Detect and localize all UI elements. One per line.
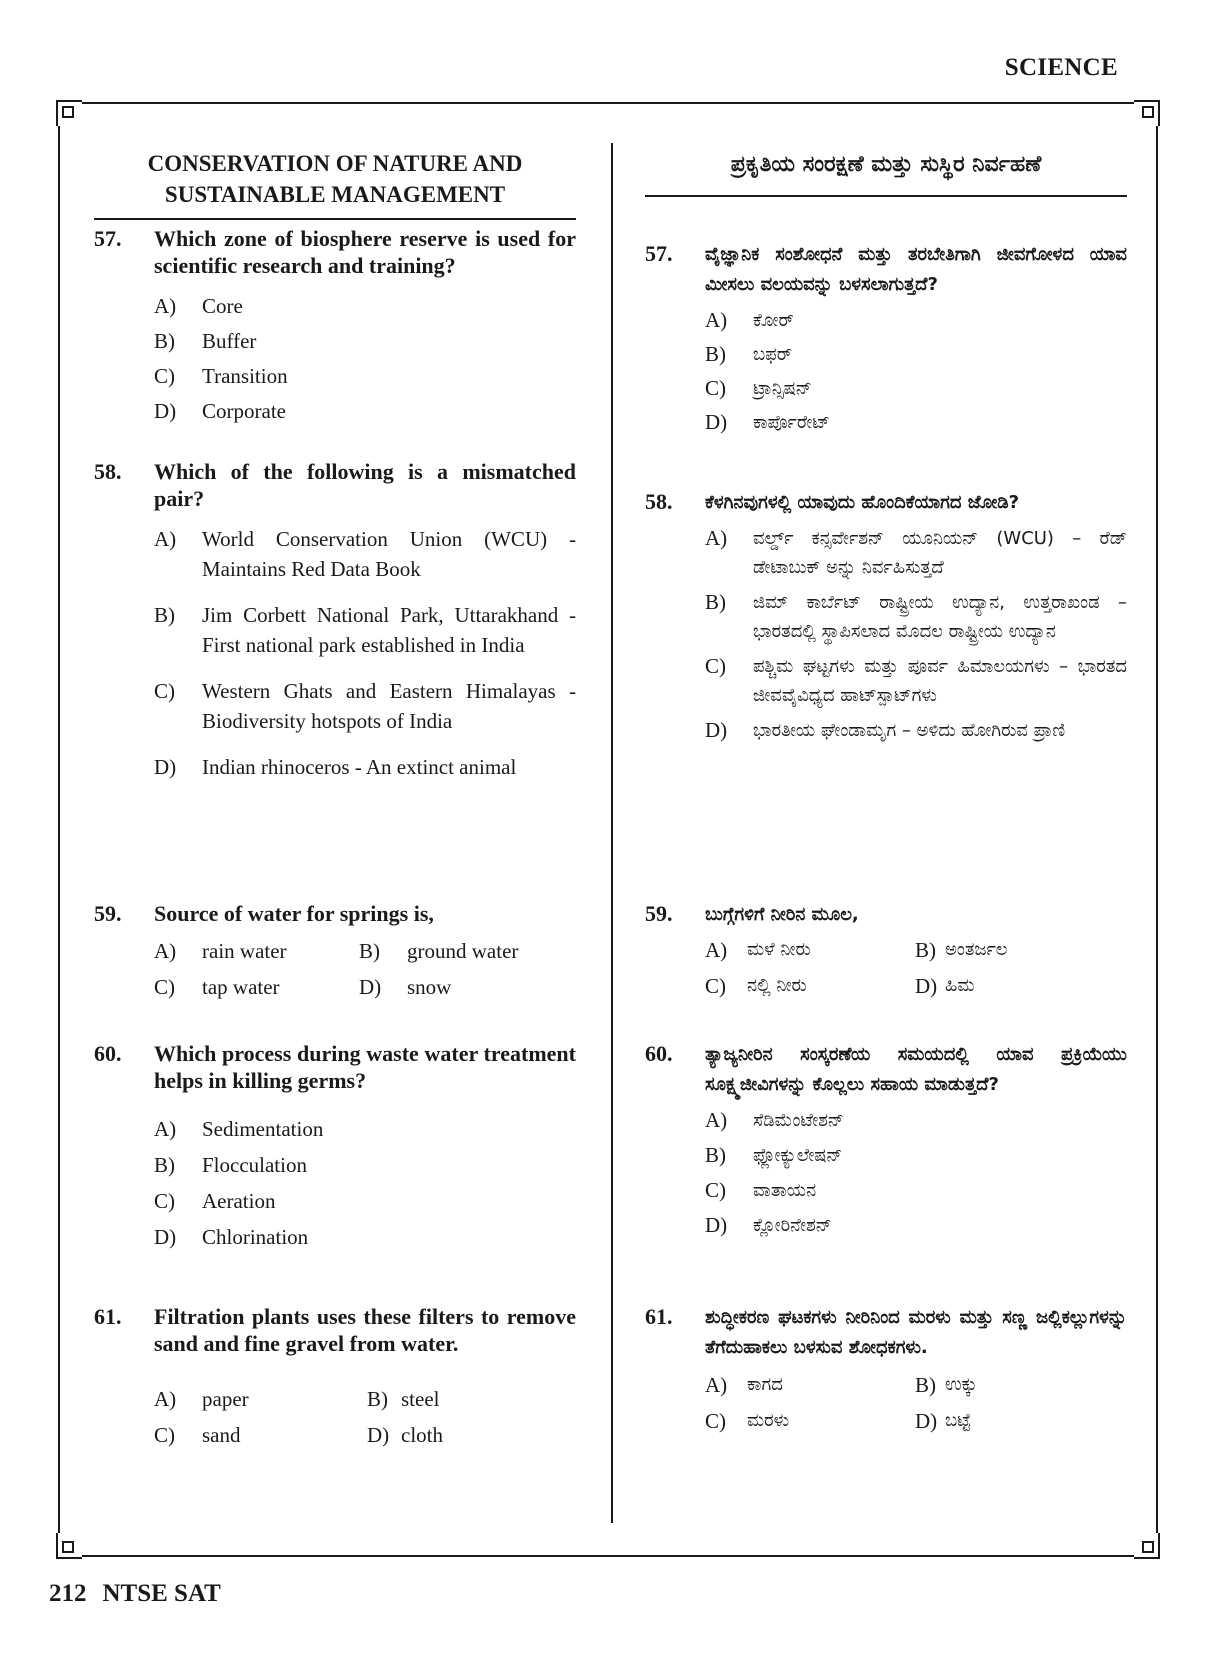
option: C) Western Ghats and Eastern Himalayas - Biodiversity hotspots of India <box>154 679 576 733</box>
option: D) Corporate <box>154 399 286 423</box>
question-text: ಶುದ್ಧೀಕರಣ ಘಟಕಗಳು ನೀರಿನಿಂದ ಮರಳು ಮತ್ತು ಸಣ್ಣ ಜಲ್ಲಿಕಲ್ಲುಗಳನ್ನು ತೆಗೆದುಹಾಕಲು ಬಳಸುವ ಶೋಧಕಗಳು. <box>705 1307 1127 1358</box>
question-61-english <box>94 1303 576 1453</box>
option: B) Flocculation <box>154 1153 307 1177</box>
question-text: ಕೆಳಗಿನವುಗಳಲ್ಲಿ ಯಾವುದು ಹೊಂದಿಕೆಯಾಗದ ಜೋಡಿ? <box>705 492 1020 513</box>
question-number: 57. <box>645 241 673 266</box>
option: B) ಫ್ಲೋಕ್ಯುಲೇಷನ್ <box>705 1143 843 1167</box>
question-number: 60. <box>94 1041 122 1066</box>
title-underline <box>94 218 576 220</box>
option: A) Sedimentation <box>154 1117 324 1141</box>
question-text: Filtration plants uses these filters to remove sand and fine gravel from water. <box>154 1304 576 1356</box>
option: C) sand <box>154 1423 241 1447</box>
option: D) ಕ್ಲೋರಿನೇಶನ್ <box>705 1213 832 1237</box>
option: A) rain water <box>154 939 287 963</box>
question-number: 57. <box>94 226 122 251</box>
option: D) ಹಿಮ <box>915 974 975 998</box>
option: B) Jim Corbett National Park, Uttarakhand - First national park established in India <box>154 603 576 657</box>
option: A) World Conservation Union (WCU) - Maintains Red Data Book <box>154 527 576 581</box>
option: C) ಟ್ರಾನ್ಸಿಷನ್ <box>705 376 812 400</box>
option: A) Core <box>154 294 243 318</box>
option: D) ಕಾರ್ಪೊರೇಟ್ <box>705 410 830 434</box>
option: C) ಪಶ್ಚಿಮ ಘಟ್ಟಗಳು ಮತ್ತು ಪೂರ್ವ ಹಿಮಾಲಯಗಳು – ಭಾರತದ ಜೀವವೈವಿಧ್ಯದ ಹಾಟ್‌ಸ್ಪಾಟ್‌ಗಳು <box>705 654 1127 706</box>
question-text: Source of water for springs is, <box>154 901 434 926</box>
option: D) ಬಟ್ಟೆ <box>915 1409 971 1433</box>
question-number: 59. <box>645 901 673 926</box>
question-text: ತ್ಯಾಜ್ಯನೀರಿನ ಸಂಸ್ಕರಣೆಯ ಸಮಯದಲ್ಲಿ ಯಾವ ಪ್ರಕ್ರಿಯೆಯು ಸೂಕ್ಷ್ಮಜೀವಿಗಳನ್ನು ಕೊಲ್ಲಲು ಸಹಾಯ ಮಾಡುತ್ತದೆ? <box>705 1044 1127 1095</box>
option: B) ground water <box>359 939 519 963</box>
question-text: Which of the following is a mismatched pair? <box>154 459 576 511</box>
option: A) ವರ್ಲ್ಡ್ ಕನ್ಸರ್ವೇಶನ್ ಯೂನಿಯನ್ (WCU) – ರೆಡ್ ಡೇಟಾಬುಕ್ ಅನ್ನು ನಿರ್ವಹಿಸುತ್ತದೆ <box>705 526 1127 578</box>
option: B) ಅಂತರ್ಜಲ <box>915 938 1008 962</box>
option: D) cloth <box>367 1423 443 1447</box>
option: C) ವಾತಾಯನ <box>705 1178 817 1202</box>
option: B) steel <box>367 1387 440 1411</box>
section-title-kannada: ಪ್ರಕೃತಿಯ ಸಂರಕ್ಷಣೆ ಮತ್ತು ಸುಸ್ಥಿರ ನಿರ್ವಹಣೆ <box>730 152 1042 177</box>
option: B) ಜಿಮ್ ಕಾರ್ಬೆಟ್ ರಾಷ್ಟ್ರೀಯ ಉದ್ಯಾನ, ಉತ್ತರಾಖಂಡ – ಭಾರತದಲ್ಲಿ ಸ್ಥಾಪಿಸಲಾದ ಮೊದಲ ರಾಷ್ಟ್ರೀಯ ಉದ್ಯಾನ <box>705 590 1127 642</box>
option: D) Chlorination <box>154 1225 309 1249</box>
question-60-kannada <box>645 1040 1127 1240</box>
title-underline <box>645 195 1127 197</box>
question-58-kannada <box>645 488 1127 745</box>
question-text: Which zone of biosphere reserve is used for scientific research and training? <box>154 226 576 278</box>
border-corner-ornament <box>56 100 82 126</box>
question-number: 58. <box>94 459 122 484</box>
question-number: 58. <box>645 489 673 514</box>
question-number: 59. <box>94 901 122 926</box>
question-text: ವೈಜ್ಞಾನಿಕ ಸಂಶೋಧನೆ ಮತ್ತು ತರಬೇತಿಗಾಗಿ ಜೀವಗೋಳದ ಯಾವ ಮೀಸಲು ವಲಯವನ್ನು ಬಳಸಲಾಗುತ್ತದೆ? <box>705 244 1127 295</box>
option: A) paper <box>154 1387 249 1411</box>
question-60-english <box>94 1040 576 1252</box>
question-number: 60. <box>645 1041 673 1066</box>
border-corner-ornament <box>1134 1533 1160 1559</box>
section-title-english: CONSERVATION OF NATURE AND SUSTAINABLE MANAGEMENT <box>147 151 523 207</box>
option: A) ಸೆಡಿಮೆಂಟೇಶನ್ <box>705 1108 844 1132</box>
question-58-english <box>94 458 576 782</box>
border-corner-ornament <box>1134 100 1160 126</box>
border-corner-ornament <box>56 1533 82 1559</box>
question-61-kannada <box>645 1303 1127 1439</box>
question-text: Which process during waste water treatment helps in killing germs? <box>154 1041 576 1093</box>
option: A) ಕಾಗದ <box>705 1373 783 1397</box>
option: A) ಮಳೆ ನೀರು <box>705 938 811 962</box>
question-57-kannada <box>645 240 1127 437</box>
book-title: NTSE SAT <box>102 1580 221 1607</box>
page-footer <box>49 1580 221 1608</box>
option: B) ಉಕ್ಕು <box>915 1373 978 1397</box>
option: D) snow <box>359 975 452 999</box>
option: A) ಕೋರ್ <box>705 308 794 332</box>
option: C) Aeration <box>154 1189 276 1213</box>
question-57-english <box>94 225 576 426</box>
option: C) tap water <box>154 975 280 999</box>
option: C) Transition <box>154 364 288 388</box>
question-59-kannada <box>645 900 1127 1004</box>
page-number: 212 <box>49 1580 87 1607</box>
option: D) ಭಾರತೀಯ ಘೇಂಡಾಮೃಗ – ಅಳಿದು ಹೋಗಿರುವ ಪ್ರಾಣಿ <box>705 718 1066 742</box>
question-59-english <box>94 900 576 1005</box>
option: B) ಬಫರ್ <box>705 342 793 366</box>
column-divider <box>611 143 613 1523</box>
option: D) Indian rhinoceros - An extinct animal <box>154 755 517 779</box>
option: C) ನಲ್ಲಿ ನೀರು <box>705 974 807 998</box>
question-number: 61. <box>645 1304 673 1329</box>
option: C) ಮರಳು <box>705 1409 790 1433</box>
question-number: 61. <box>94 1304 122 1329</box>
subject-header: SCIENCE <box>1004 54 1118 81</box>
option: B) Buffer <box>154 329 257 353</box>
question-text: ಬುಗ್ಗೆಗಳಿಗೆ ನೀರಿನ ಮೂಲ, <box>705 904 859 925</box>
